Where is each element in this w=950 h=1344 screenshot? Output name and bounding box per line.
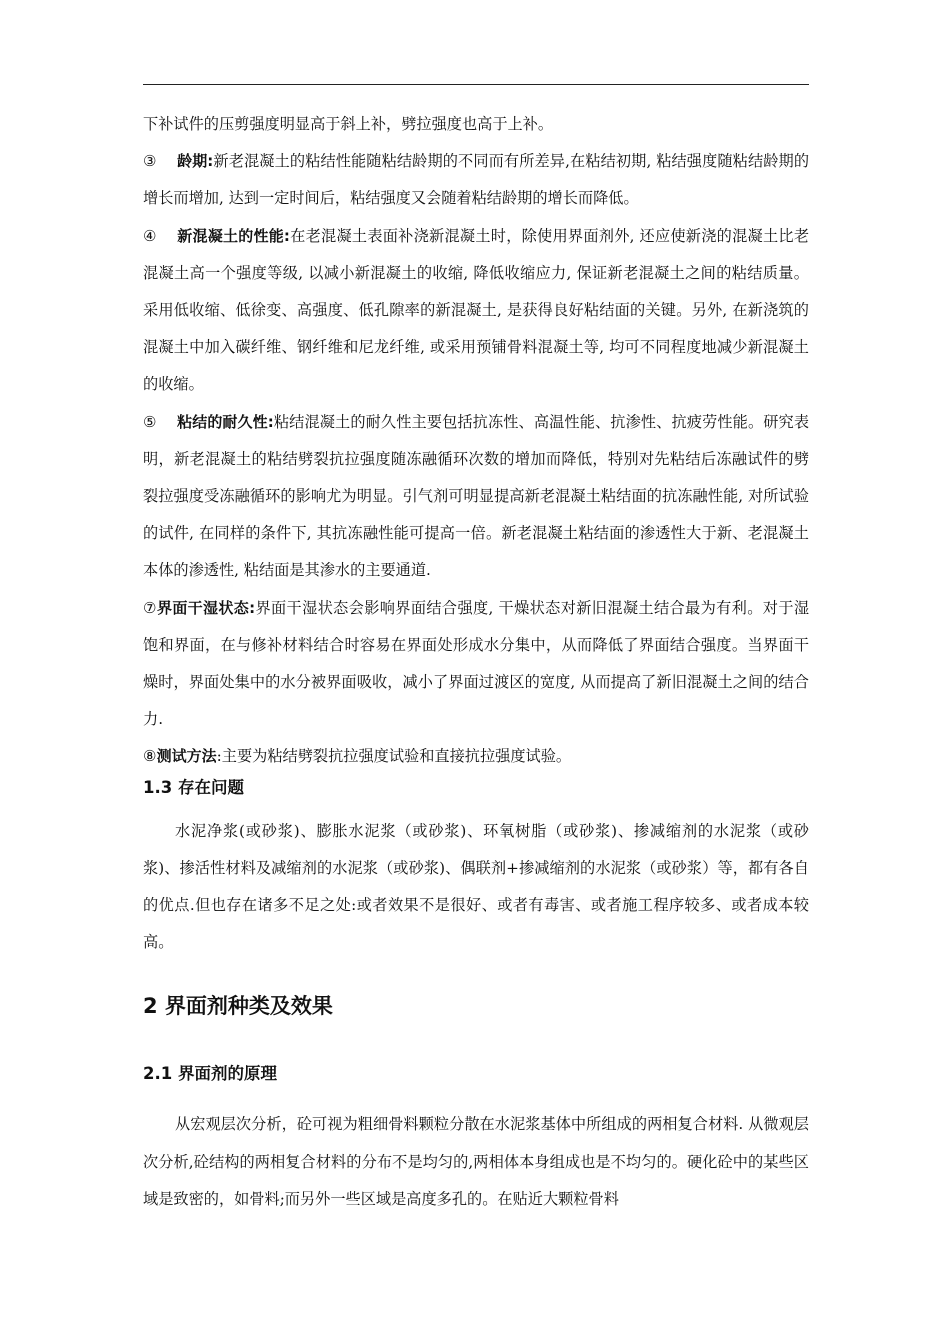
paragraph-continued: 下补试件的压剪强度明显高于斜上补，劈拉强度也高于上补。 (143, 115, 554, 133)
item-8 (143, 738, 809, 775)
header-rule (143, 84, 809, 85)
heading-2-1: 2.1 界面剂的原理 (143, 1064, 277, 1084)
item-8-number: ⑧ (143, 747, 157, 766)
document-body (143, 106, 809, 1218)
item-4-number: ④ (143, 226, 157, 245)
heading-2: 2 界面剂种类及效果 (143, 994, 333, 1019)
item-5 (143, 404, 809, 590)
item-4-text: 在老混凝土表面补浇新混凝土时，除使用界面剂外, 还应使新浇的混凝土比老混凝土高一个强度等级, 以减小新混凝土的收缩, 降低收缩应力, 保证新老混凝土之间的粘结质量。采用低收缩、低徐变、高强度、低孔隙率的新混凝土, 是获得良好粘结面的关键。另外, 在新浇筑的混凝土中加入碳纤维、钢纤维和尼龙纤维, 或采用预铺骨料混凝土等, 均可不同程度地减少新混凝土的收缩。 (143, 226, 810, 394)
item-3-text: 新老混凝土的粘结性能随粘结龄期的不同而有所差异,在粘结初期, 粘结强度随粘结龄期的增长而增加, 达到一定时间后，粘结强度又会随着粘结龄期的增长而降低。 (143, 152, 810, 208)
item-4 (143, 218, 809, 404)
item-3 (143, 143, 809, 217)
item-8-term: 测试方法 (156, 747, 217, 766)
item-7-term: 界面干湿状态: (156, 598, 256, 617)
item-4-term: 新混凝土的性能: (177, 226, 290, 245)
item-7 (143, 590, 809, 739)
item-3-term: 龄期: (177, 152, 214, 171)
item-5-term: 粘结的耐久性: (177, 412, 274, 431)
item-7-text: 界面干湿状态会影响界面结合强度, 干燥状态对新旧混凝土结合最为有利。对于湿饱和界面，在与修补材料结合时容易在界面处形成水分集中，从而降低了界面结合强度。当界面干燥时，界面处集中的水分被界面吸收，减小了界面过渡区的宽度, 从而提高了新旧混凝土之间的结合力. (143, 598, 810, 729)
item-8-text: :主要为粘结劈裂抗拉强度试验和直接抗拉强度试验。 (216, 747, 572, 766)
item-7-number: ⑦ (143, 598, 157, 617)
item-5-text: 粘结混凝土的耐久性主要包括抗冻性、高温性能、抗渗性、抗疲劳性能。研究表明，新老混凝土的粘结劈裂抗拉强度随冻融循环次数的增加而降低，特别对先粘结后冻融试件的劈裂拉强度受冻融循环的影响尤为明显。引气剂可明显提高新老混凝土粘结面的抗冻融性能, 对所试验的试件, 在同样的条件下, 其抗冻融性能可提高一倍。新老混凝土粘结面的渗透性大于新、老混凝土本体的渗透性, 粘结面是其渗水的主要通道. (143, 412, 810, 580)
item-3-number: ③ (143, 152, 157, 171)
item-5-number: ⑤ (143, 412, 157, 431)
paragraph-2-1: 从宏观层次分析，砼可视为粗细骨料颗粒分散在水泥浆基体中所组成的两相复合材料. 从微观层次分析,砼结构的两相复合材料的分布不是均匀的,两相体本身组成也是不均匀的。硬化砼中的某些区域是致密的，如骨料;而另外一些区域是高度多孔的。在贴近大颗粒骨料 (143, 1115, 809, 1208)
paragraph-1-3: 水泥净浆(或砂浆)、膨胀水泥浆（或砂浆)、环氧树脂（或砂浆)、掺减缩剂的水泥浆（或砂浆)、掺活性材料及减缩剂的水泥浆（或砂浆)、偶联剂+掺减缩剂的水泥浆（或砂浆）等，都有各自的优点.但也存在诸多不足之处:或者效果不是很好、或者有毒害、或者施工程序较多、或者成本较高。 (143, 821, 809, 952)
heading-1-3: 1.3 存在问题 (143, 777, 244, 797)
